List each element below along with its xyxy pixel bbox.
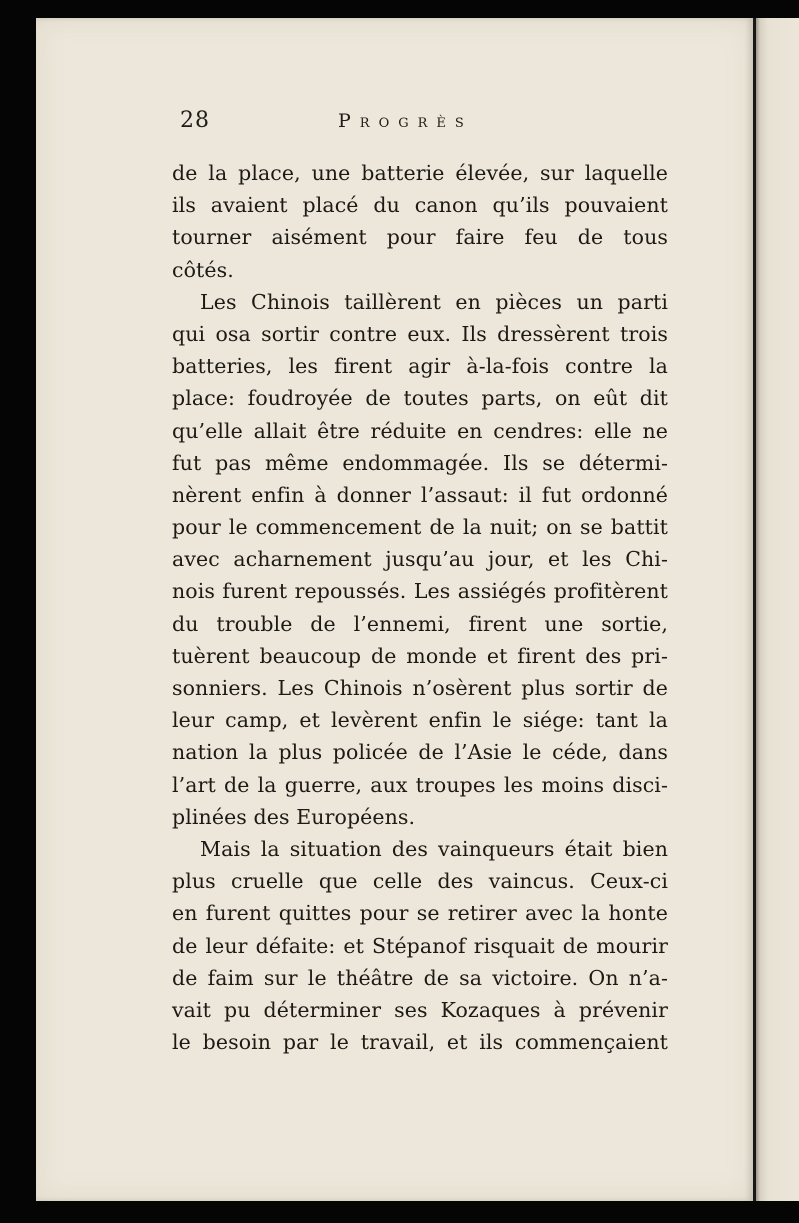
text-line: Mais la situation des vainqueurs était bien	[200, 836, 668, 861]
text-line: pour le commencement de la nuit; on se battit	[172, 515, 668, 540]
text-line: nèrent enfin à donner l’assaut: il fut ordonné	[172, 482, 668, 507]
text-line: batteries, les firent agir à-la-fois contre la	[172, 354, 668, 379]
text-line: tourner aisément pour faire feu de tous	[172, 225, 668, 250]
text-line: fut pas même endommagée. Ils se détermi-	[172, 450, 668, 475]
text-line: le besoin par le travail, et ils commençaient	[172, 1030, 668, 1055]
text-line: ils avaient placé du canon qu’ils pouvaient	[172, 193, 668, 218]
text-line: en furent quittes pour se retirer avec la honte	[172, 901, 668, 926]
running-title: Progrès	[338, 110, 473, 132]
adjacent-page-edge	[756, 18, 799, 1201]
text-line: place: foudroyée de toutes parts, on eût dit	[172, 386, 668, 411]
body-text	[172, 157, 668, 1058]
page-number: 28	[180, 108, 210, 133]
text-line: sonniers. Les Chinois n’osèrent plus sortir de	[172, 676, 668, 700]
text-line: de la place, une batterie élevée, sur laquelle	[172, 161, 668, 185]
text-line: avec acharnement jusqu’au jour, et les Chi-	[172, 547, 668, 572]
text-line: de leur défaite: et Stépanof risquait de mourir	[172, 933, 668, 958]
text-line: qu’elle allait être réduite en cendres: elle ne	[172, 418, 668, 443]
text-line: nois furent repoussés. Les assiégés profitèrent	[172, 579, 668, 604]
text-line: plus cruelle que celle des vaincus. Ceux-ci	[172, 869, 668, 894]
text-line: tuèrent beaucoup de monde et firent des pri-	[172, 643, 668, 668]
text-line: plinées des Européens.	[172, 804, 416, 829]
text-line: l’art de la guerre, aux troupes les moins disci-	[172, 772, 668, 797]
text-line: de faim sur le théâtre de sa victoire. On n’a-	[172, 965, 668, 990]
text-line: côtés.	[172, 257, 234, 282]
text-line: leur camp, et levèrent enfin le siége: tant la	[172, 708, 668, 733]
text-line: du trouble de l’ennemi, firent une sortie,	[172, 611, 668, 636]
text-line: nation la plus policée de l’Asie le céde, dans	[172, 740, 668, 765]
text-line: Les Chinois taillèrent en pièces un parti	[200, 289, 668, 314]
text-line: vait pu déterminer ses Kozaques à prévenir	[172, 997, 668, 1022]
running-head	[178, 108, 668, 140]
text-line: qui osa sortir contre eux. Ils dressèrent trois	[172, 321, 668, 346]
